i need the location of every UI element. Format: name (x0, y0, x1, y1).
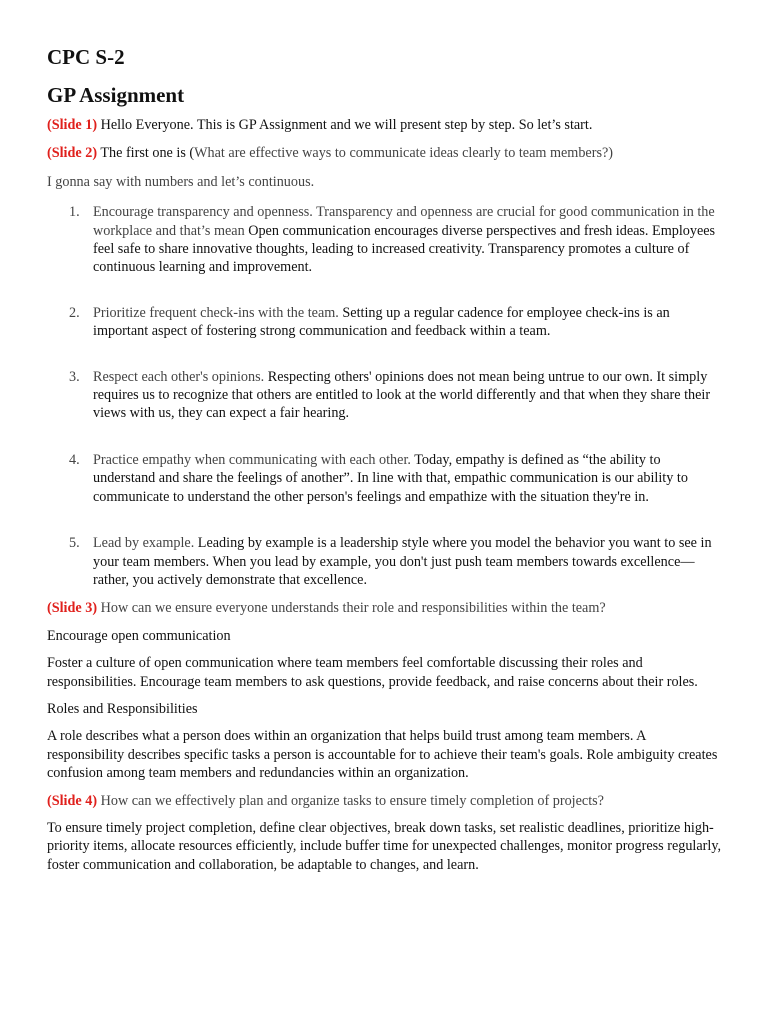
list-item (47, 368, 722, 423)
slide4-paragraph (47, 792, 722, 810)
heading-roles-responsibilities: Roles and Responsibilities (47, 700, 198, 717)
list-item (47, 534, 722, 589)
paragraph-slide4: To ensure timely project completion, define clear objectives, break down tasks, set realistic deadlines, prioritize high-priority items, allocate resources efficiently, include buffer time for unexpected challenges, monitor progress regularly, foster communication and collaboration, be adaptable to changes, and learn. (47, 819, 722, 873)
list-item-number: 3. (69, 368, 80, 385)
slide2-question: What are effective ways to communicate ideas clearly to team members?) (194, 145, 613, 162)
slide3-question: How can we ensure everyone understands their role and responsibilities within the team? (97, 600, 606, 617)
slide4-question: How can we effectively plan and organize tasks to ensure timely completion of projects? (97, 792, 604, 809)
list-item-number: 5. (69, 535, 80, 552)
list-item-lead: Prioritize frequent check-ins with the team. (93, 304, 343, 321)
list-item-number: 2. (69, 304, 80, 321)
paragraph-roles-responsibilities: A role describes what a person does within an organization that helps build trust among team members. A responsibility describes specific tasks a person is accountable for to achieve their team's goals. Role ambiguity creates confusion among team members and redundancies within an organization. (47, 728, 718, 782)
slide2-paragraph (47, 144, 722, 162)
list-item-body: Open communication encourages diverse perspectives and fresh ideas. Employees feel safe to share innovative thoughts, leading to increased creativity. Transparency promotes a culture of continuous learning and improvement. (93, 222, 716, 276)
doc-subtitle: GP Assignment (47, 83, 185, 107)
list-item-lead: Practice empathy when communicating with each other. (93, 451, 415, 468)
list-item-body: Leading by example is a leadership style where you model the behavior you want to see in your team members. When you lead by example, you don't just push team members towards excellence—rather, you actively demonstrate that excellence. (93, 535, 712, 588)
paragraph-open-communication: Foster a culture of open communication where team members feel comfortable discussing their roles and responsibilities. Encourage team members to ask questions, provide feedback, and raise concerns about their roles. (47, 655, 698, 690)
list-item-lead: Encourage transparency and openness. Transparency and openness are crucial for good communication in the workplace and that’s mean (93, 204, 715, 239)
list-item-number: 1. (69, 204, 80, 221)
list-item-number: 4. (69, 451, 80, 468)
intro-line: I gonna say with numbers and let’s continuous. (47, 173, 315, 190)
slide3-paragraph (47, 599, 722, 617)
effective-ways-list (47, 203, 722, 589)
doc-title: CPC S-2 (47, 45, 125, 69)
list-item-body: Today, empathy is defined as “the ability to understand and share the feelings of another”. In line with that, empathic communication is our ability to communicate to understand the other person's feelings and empathize with the situation they're in. (93, 451, 688, 505)
heading-open-communication: Encourage open communication (47, 627, 231, 644)
list-item (47, 304, 722, 341)
slide1-text: Hello Everyone. This is GP Assignment and we will present step by step. So let’s start. (97, 117, 593, 133)
list-item (47, 203, 722, 277)
slide1-tag: (Slide 1) (47, 117, 98, 133)
list-item-lead: Respect each other's opinions. (93, 368, 268, 385)
slide3-tag: (Slide 3) (47, 600, 98, 617)
slide1-paragraph (47, 116, 722, 134)
slide2-tag: (Slide 2) (47, 145, 98, 162)
list-item-lead: Lead by example. (93, 535, 198, 552)
slide4-tag: (Slide 4) (47, 792, 98, 809)
list-item-body: Respecting others' opinions does not mean being untrue to our own. It simply requires us to recognize that others are entitled to look at the world differently and that when they share their views with us, they can expect a fair hearing. (93, 368, 711, 422)
list-item (47, 451, 722, 506)
slide2-text: The first one is ( (97, 145, 195, 162)
list-item-body: Setting up a regular cadence for employee check-ins is an important aspect of fostering strong communication and feedback within a team. (93, 304, 670, 340)
